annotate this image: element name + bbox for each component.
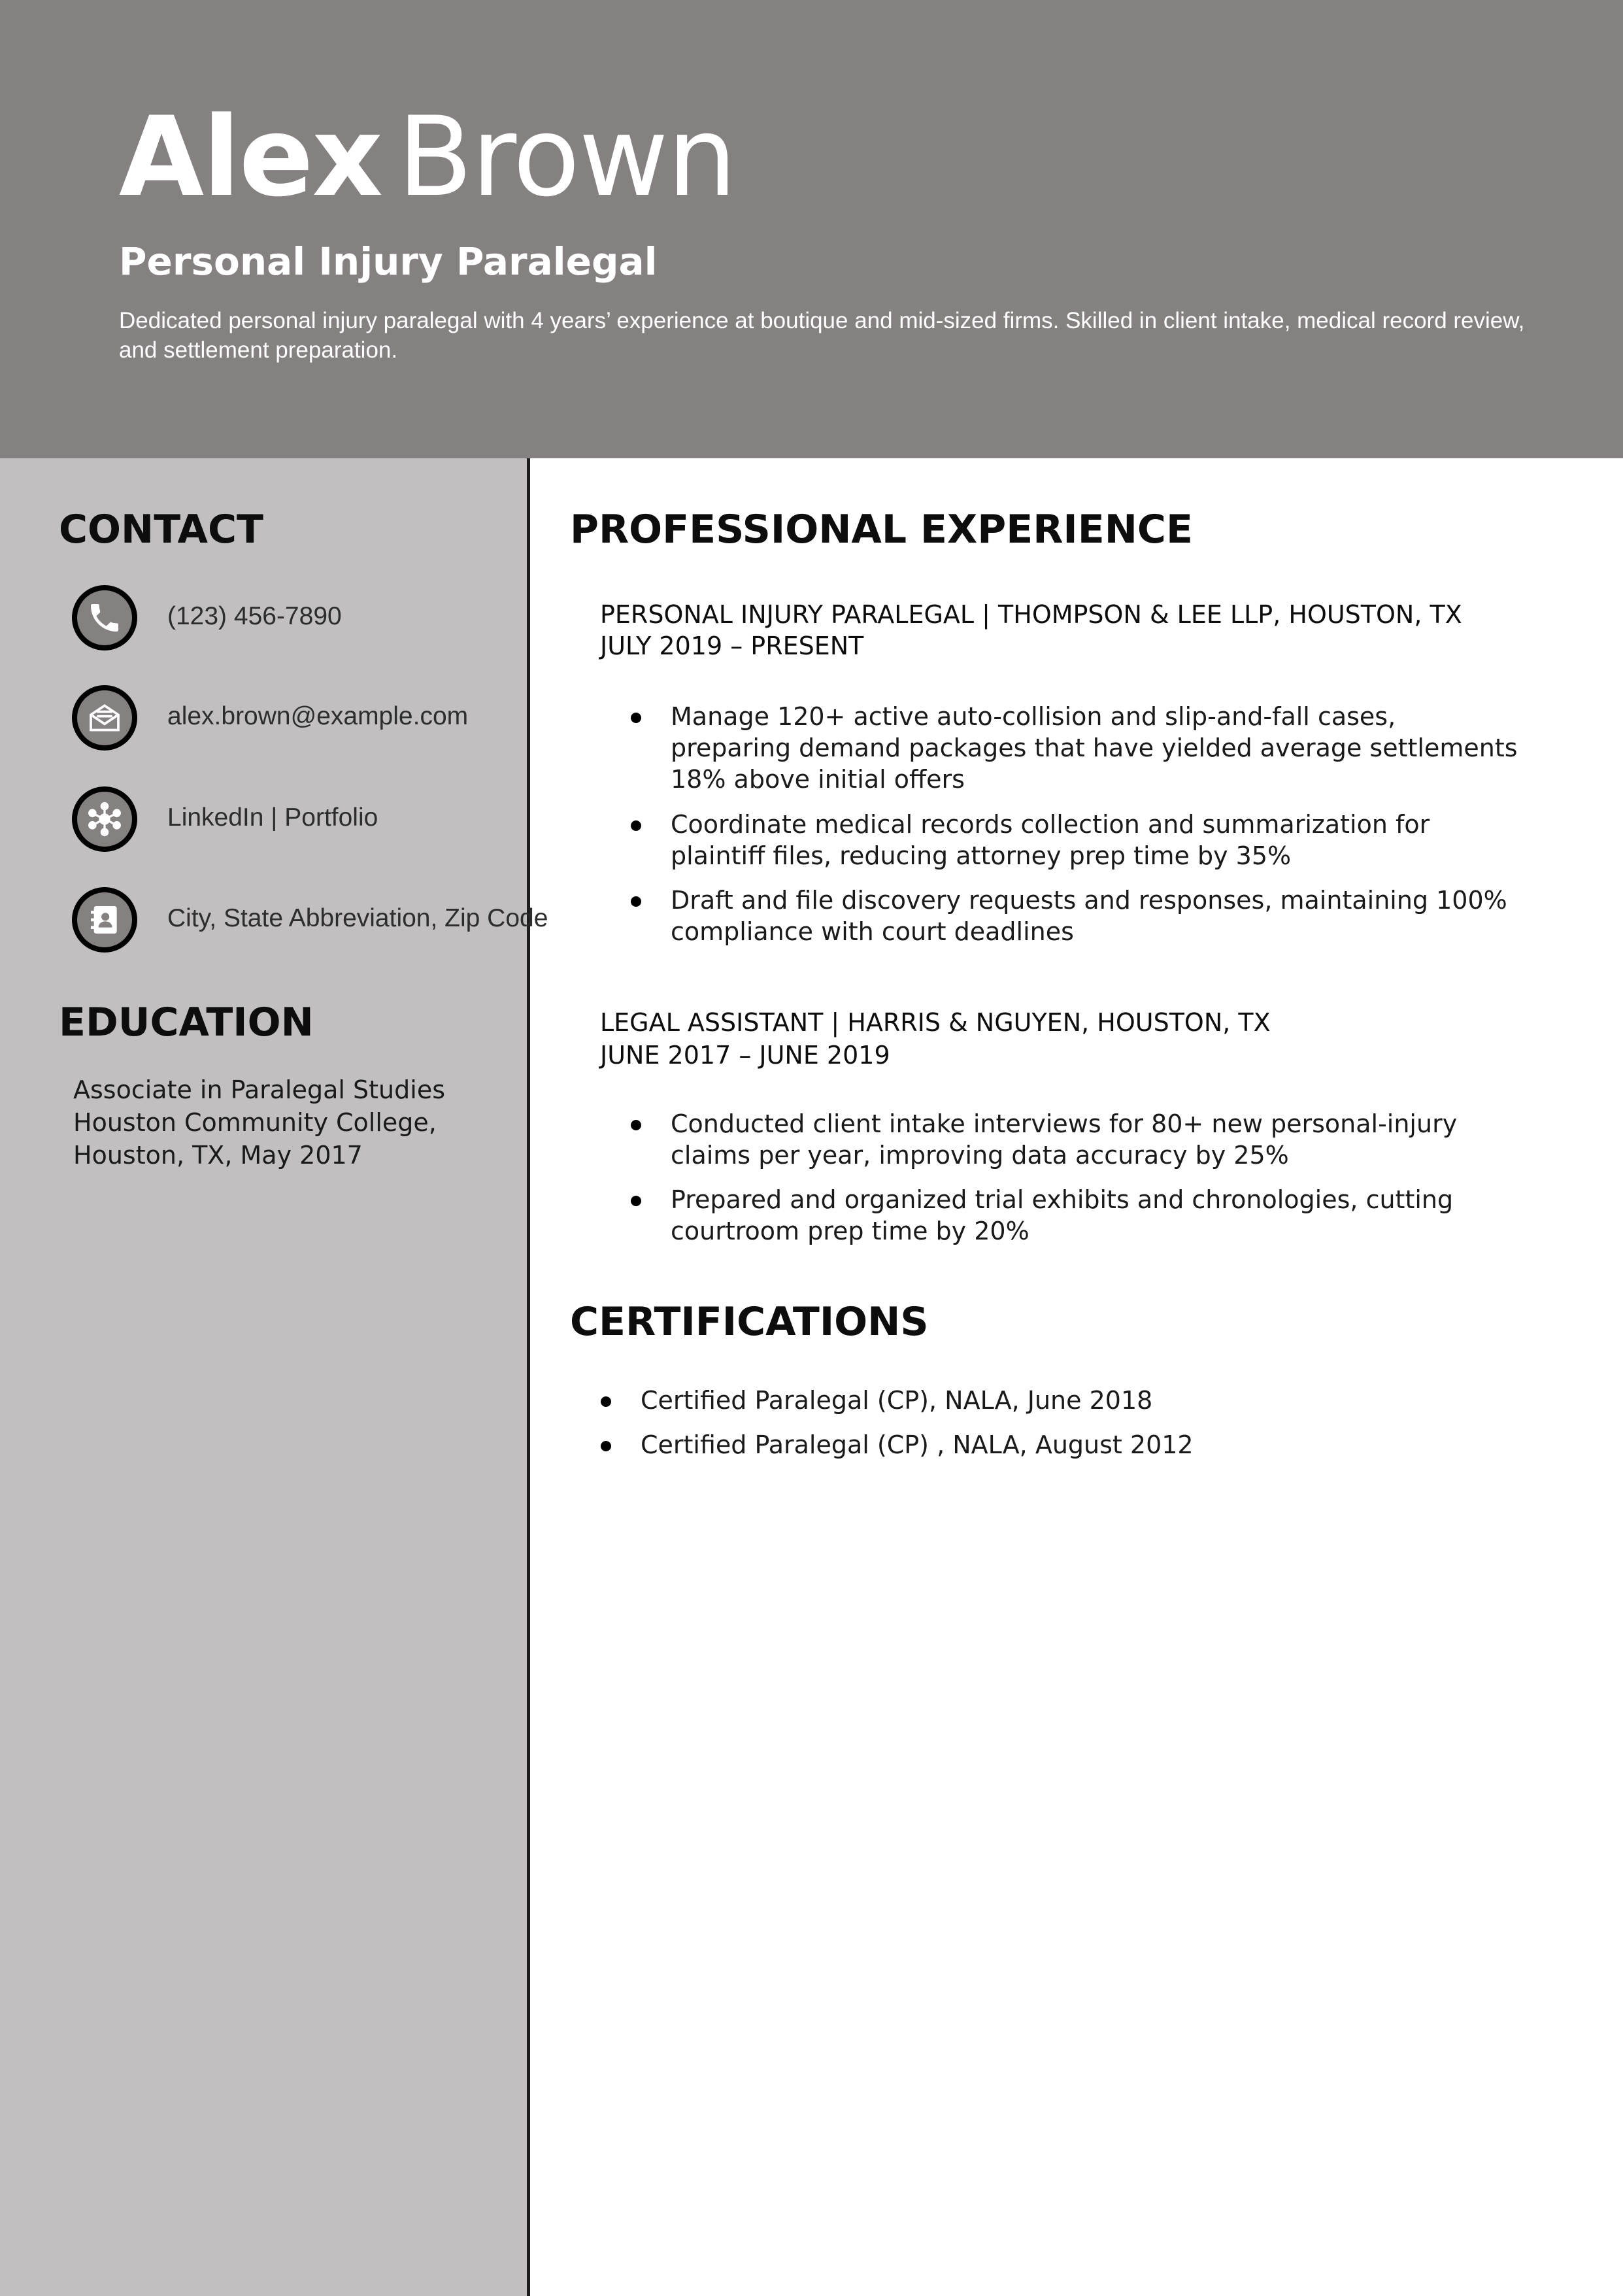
experience-heading: PROFESSIONAL EXPERIENCE <box>570 507 1193 552</box>
job-2-bullet-2: Prepared and organized trial exhibits and chronologies, cutting courtroom prep time by 20% <box>671 1184 1520 1247</box>
last-name: Brown <box>397 93 736 221</box>
job-1-bullet-1: Manage 120+ active auto-collision and slip-and-fall cases, preparing demand packages that have yielded average settlements 18% above initial offers <box>671 701 1520 795</box>
certifications-heading: CERTIFICATIONS <box>570 1299 929 1345</box>
contact-address <box>72 887 548 966</box>
job-1-dates: JULY 2019 – PRESENT <box>600 632 864 660</box>
job-2-dates: JUNE 2017 – JUNE 2019 <box>600 1041 890 1070</box>
education-heading: EDUCATION <box>59 1000 314 1045</box>
links-text: LinkedIn | Portfolio <box>167 803 378 832</box>
job-1-bullet-2: Coordinate medical records collection and summarization for plaintiff files, reducing attorney prep time by 35% <box>671 809 1520 871</box>
contact-email <box>72 685 516 764</box>
job-1-bullet-3: Draft and file discovery requests and responses, maintaining 100% compliance with court deadlines <box>671 885 1520 947</box>
certification-item: Certified Paralegal (CP), NALA, June 2018 <box>641 1385 1523 1416</box>
contact-heading: CONTACT <box>59 507 263 552</box>
column-divider <box>527 458 530 2296</box>
phone-text: (123) 456-7890 <box>167 602 342 630</box>
contact-phone <box>72 585 516 664</box>
network-icon <box>72 786 137 852</box>
address-book-icon <box>72 887 137 953</box>
job-2-bullet-1: Conducted client intake interviews for 80+ new personal-injury claims per year, improving data accuracy by 25% <box>671 1108 1520 1171</box>
job-2-title: LEGAL ASSISTANT | HARRIS & NGUYEN, HOUSTON, TX <box>600 1008 1271 1037</box>
address-text: City, State Abbreviation, Zip Code <box>167 904 548 932</box>
contact-links <box>72 786 516 865</box>
full-name <box>119 92 735 222</box>
phone-icon <box>72 585 137 650</box>
job-title: Personal Injury Paralegal <box>119 239 658 284</box>
first-name: Alex <box>119 93 382 221</box>
header-banner <box>0 0 1623 458</box>
email-icon <box>72 685 137 751</box>
education-degree: Associate in Paralegal Studies <box>73 1075 445 1104</box>
email-text: alex.brown@example.com <box>167 702 469 730</box>
summary: Dedicated personal injury paralegal with 4 years’ experience at boutique and mid-sized firms. Skilled in client intake, medical record review, and settlement preparation. <box>119 308 1525 363</box>
education-school: Houston Community College, <box>73 1108 437 1137</box>
job-1-title: PERSONAL INJURY PARALEGAL | THOMPSON & LEE LLP, HOUSTON, TX <box>600 600 1462 629</box>
education-location-date: Houston, TX, May 2017 <box>73 1141 363 1170</box>
certification-item: Certified Paralegal (CP) , NALA, August 2012 <box>641 1429 1523 1460</box>
